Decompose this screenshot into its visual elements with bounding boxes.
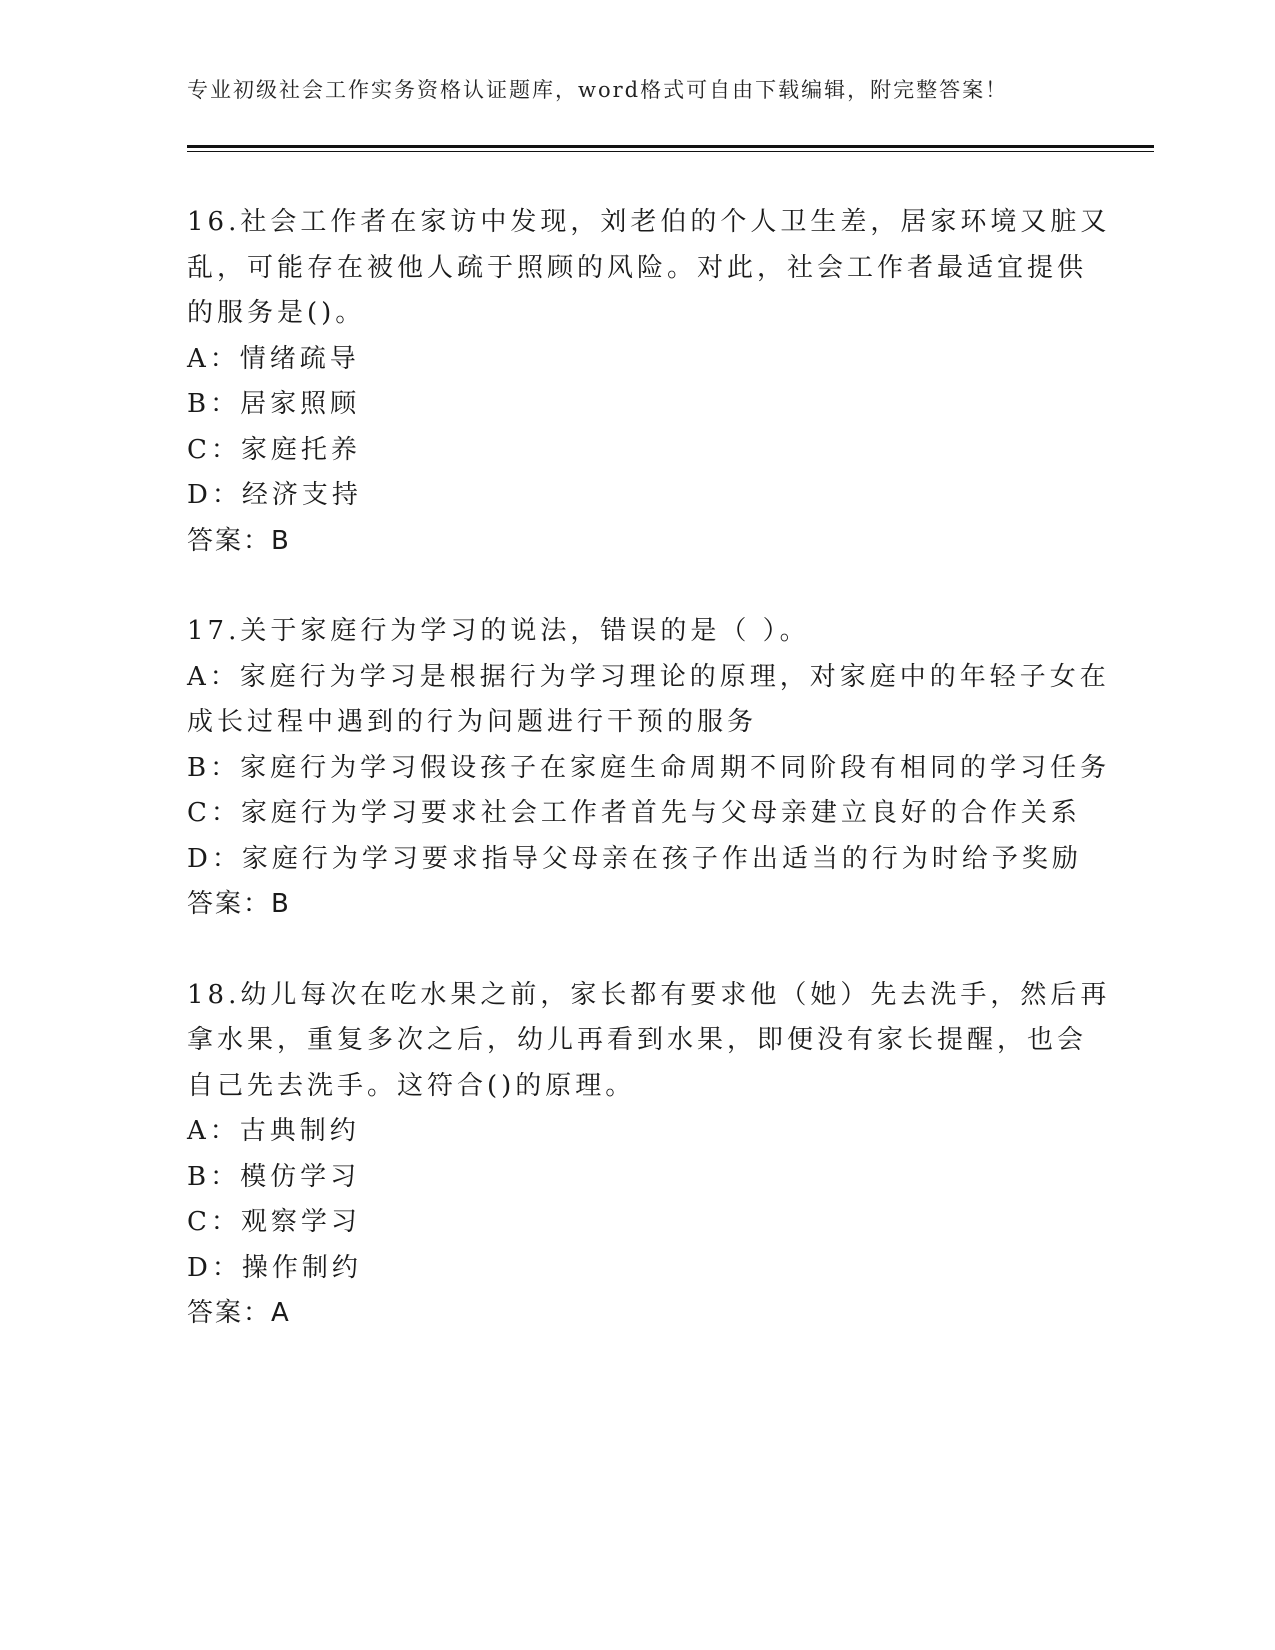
answer-line: 答案：B [187, 525, 291, 556]
option-b: B：模仿学习 [187, 1161, 361, 1192]
question-list [187, 200, 1111, 1382]
option-b: B：家庭行为学习假设孩子在家庭生命周期不同阶段有相同的学习任务 [187, 752, 1111, 783]
option-a: A：家庭行为学习是根据行为学习理论的原理，对家庭中的年轻子女在 [187, 661, 1110, 692]
question-16 [187, 200, 1111, 564]
header-rule-thin [187, 151, 1154, 152]
header-rule-thick [187, 145, 1154, 148]
option-a: A：古典制约 [187, 1116, 360, 1146]
page-header: 专业初级社会工作实务资格认证题库，word格式可自由下载编辑，附完整答案！ [187, 78, 1009, 102]
option-d: D：经济支持 [187, 480, 362, 510]
question-stem-line: 乱，可能存在被他人疏于照顾的风险。对此，社会工作者最适宜提供 [187, 252, 1088, 283]
option-b: B：居家照顾 [187, 389, 361, 419]
question-18 [187, 973, 1111, 1337]
answer-line: 答案：A [187, 1298, 291, 1328]
question-stem-line: 的服务是()。 [187, 298, 366, 328]
question-stem-line: 17.关于家庭行为学习的说法，错误的是（ ）。 [187, 616, 810, 646]
question-17 [187, 609, 1111, 928]
question-stem-line: 自己先去洗手。这符合()的原理。 [187, 1070, 636, 1101]
question-stem-line: 拿水果，重复多次之后，幼儿再看到水果，即便没有家长提醒，也会 [187, 1025, 1088, 1055]
option-c: C：家庭行为学习要求社会工作者首先与父母亲建立良好的合作关系 [187, 798, 1081, 828]
answer-line: 答案：B [187, 889, 291, 919]
option-c: C：观察学习 [187, 1207, 361, 1237]
option-c: C：家庭托养 [187, 434, 361, 465]
option-d: D：操作制约 [187, 1252, 362, 1283]
question-stem-line: 16.社会工作者在家访中发现，刘老伯的个人卫生差，居家环境又脏又 [187, 207, 1111, 237]
option-a-continued: 成长过程中遇到的行为问题进行干预的服务 [187, 707, 758, 737]
question-stem-line: 18.幼儿每次在吃水果之前，家长都有要求他（她）先去洗手，然后再 [187, 979, 1111, 1010]
option-a: A：情绪疏导 [187, 343, 360, 374]
option-d: D：家庭行为学习要求指导父母亲在孩子作出适当的行为时给予奖励 [187, 843, 1082, 874]
